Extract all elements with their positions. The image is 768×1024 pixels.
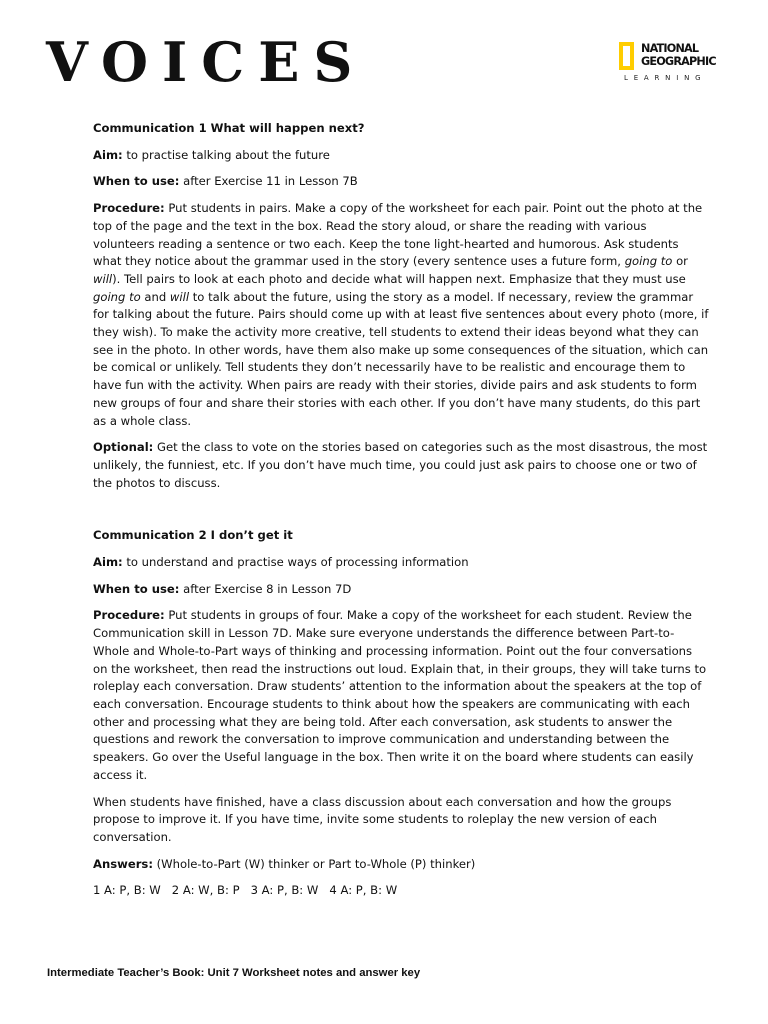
follow-up-paragraph: When students have finished, have a class discussion about each conversation and how the groups propose to improve it. If you have time, invite some students to roleplay the new version of each conversation. xyxy=(93,794,672,844)
procedure-italic-term: going to xyxy=(93,289,141,304)
procedure-label: Procedure: xyxy=(93,608,165,623)
aim-paragraph xyxy=(93,554,709,572)
procedure-label: Procedure: xyxy=(93,201,165,216)
logo-line-1: NATIONAL xyxy=(641,42,699,55)
procedure-text: to talk about the future, using the story as a model. If necessary, review the grammar for talking about the future. Pairs should come up with at least five sentences about every photo (more, if they wish). To make the activity more creative, tell students to extend their ideas beyond what they can see in the photo. In other words, have them also make up some consequences of the situation, which can be comical or unlikely. Tell students they don’t necessarily have to be realistic and encourage them to have fun with the activity. When pairs are ready with their stories, divide pairs and ask students to form new groups of four and share their stories with each other. If you don’t have many students, do this part as a whole class. xyxy=(93,289,709,428)
procedure-text: or xyxy=(672,254,688,269)
section-divider-space xyxy=(93,501,709,527)
yellow-border-icon xyxy=(619,42,634,70)
aim-text: to understand and practise ways of processing information xyxy=(122,555,469,570)
when-to-use-paragraph xyxy=(93,581,709,599)
procedure-paragraph xyxy=(93,200,709,430)
logo-line-2: GEOGRAPHIC xyxy=(641,55,716,68)
when-to-use-text: after Exercise 8 in Lesson 7D xyxy=(179,581,352,596)
series-title: VOICES xyxy=(46,30,367,94)
when-to-use-text: after Exercise 11 in Lesson 7B xyxy=(179,174,358,189)
procedure-text: ). Tell pairs to look at each photo and decide what will happen next. Emphasize that they must use xyxy=(112,271,686,286)
optional-paragraph xyxy=(93,439,709,492)
national-geographic-learning-logo xyxy=(619,42,729,84)
answers-paragraph xyxy=(93,856,709,874)
section-title-communication-2: Communication 2 I don’t get it xyxy=(93,528,293,543)
procedure-text: Put students in groups of four. Make a copy of the worksheet for each student. Review the Communication skill in Lesson 7D. Make sure everyone understands the difference between Part-to-Whole and Whole-to-Part ways of thinking and processing information. Point out the four conversations on the worksheet, then read the instructions out loud. Explain that, in their groups, they will take turns to roleplay each conversation. Draw students’ attention to the information about the speakers at the top of each conversation. Encourage students to think about how the speakers are communicating with each other and processing what they are being told. After each conversation, ask students to answer the questions and rework the conversation to improve communication and understanding between the speakers. Go over the Useful language in the box. Then write it on the board where students can easily access it. xyxy=(93,608,707,782)
answers-text: (Whole-to-Part (W) thinker or Part to-Whole (P) thinker) xyxy=(152,856,476,871)
when-to-use-label: When to use: xyxy=(93,581,180,596)
section-title-communication-1: Communication 1 What will happen next? xyxy=(93,121,365,135)
aim-label: Aim: xyxy=(93,147,123,162)
worksheet-notes xyxy=(93,120,709,909)
aim-label: Aim: xyxy=(93,555,123,570)
when-to-use-paragraph xyxy=(93,173,709,191)
answer-key: 1 A: P, B: W 2 A: W, B: P 3 A: P, B: W 4 A: P, B: W xyxy=(93,883,398,898)
aim-text: to practise talking about the future xyxy=(122,147,330,162)
procedure-italic-term: will xyxy=(93,271,113,286)
logo-line-3: LEARNING xyxy=(624,74,707,82)
page-footer: Intermediate Teacher’s Book: Unit 7 Worksheet notes and answer key xyxy=(47,967,421,979)
procedure-italic-term: going to xyxy=(624,254,673,269)
procedure-text: and xyxy=(140,289,170,304)
optional-label: Optional: xyxy=(93,440,154,455)
when-to-use-label: When to use: xyxy=(93,174,180,189)
procedure-paragraph xyxy=(93,607,709,784)
procedure-italic-term: will xyxy=(169,289,190,304)
procedure-text: Put students in pairs. Make a copy of the worksheet for each pair. Point out the photo at the top of the page and the text in the box. Read the story aloud, or share the reading with various volunteers reading a sentence or two each. Keep the tone light-hearted and humorous. Ask students what they notice about the grammar used in the story (every sentence uses a future form, xyxy=(93,201,703,269)
answers-label: Answers: xyxy=(93,856,153,871)
aim-paragraph xyxy=(93,147,709,165)
optional-text: Get the class to vote on the stories based on categories such as the most disastrous, the most unlikely, the funniest, etc. If you don’t have much time, you could just ask pairs to choose one or two of the photos to discuss. xyxy=(93,440,708,490)
